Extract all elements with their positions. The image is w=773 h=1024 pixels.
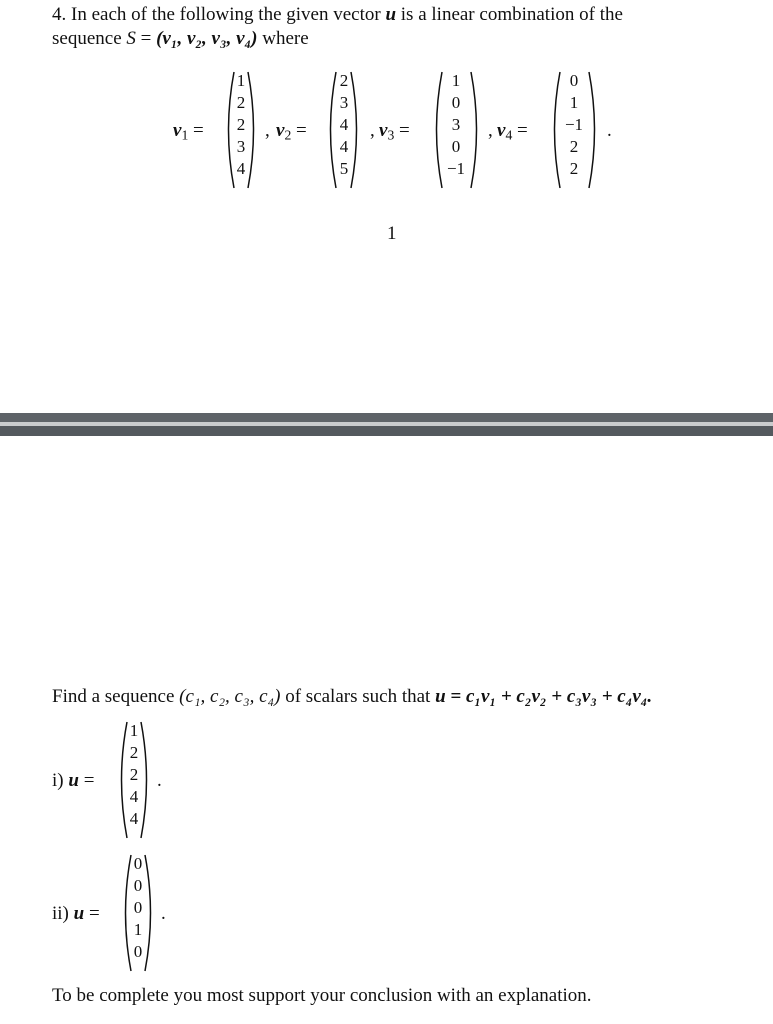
equals-sign: = (140, 28, 152, 49)
vector-entry: 1 (133, 920, 143, 939)
separator-period: . (607, 120, 612, 141)
page-number: 1 (387, 223, 397, 244)
right-paren-icon (143, 853, 157, 973)
vector-u-symbol: u (385, 4, 397, 25)
vector-v4-entries (559, 70, 589, 180)
sequence-symbol: S (126, 28, 136, 49)
vector-entry: 0 (133, 854, 143, 873)
vector-entry: 4 (129, 787, 139, 806)
task-equation: u = c₁v₁ + c₂v₂ + c₃v₃ + c₄v₄. (435, 686, 653, 707)
part-i-period: . (157, 770, 162, 791)
separator-comma: , (370, 120, 375, 141)
problem-intro-text: In each of the following the given vector (71, 4, 381, 25)
vector-entry: 5 (339, 159, 349, 178)
vector-v4-label: $v_4$ = (497, 120, 528, 143)
where-word: where (262, 28, 309, 49)
vector-entry: 0 (569, 71, 579, 90)
vector-v3-entries (441, 70, 471, 180)
vector-entry: −1 (564, 115, 584, 134)
vector-entry: 4 (339, 137, 349, 156)
vector-entry: 3 (451, 115, 461, 134)
vector-entry: 0 (451, 93, 461, 112)
vector-entry: 1 (451, 71, 461, 90)
separator-comma: , (265, 120, 270, 141)
page-divider-dark-lower (0, 426, 773, 436)
vector-entry: −1 (446, 159, 466, 178)
vector-entry: 1 (236, 71, 246, 90)
right-paren-icon (139, 720, 153, 840)
right-paren-icon (246, 70, 260, 190)
vector-v1-label: $v_1$ = (173, 120, 204, 143)
problem-statement-line1 (52, 4, 623, 26)
task-text-mid: of scalars such that (285, 686, 431, 707)
vector-entry: 0 (133, 942, 143, 961)
problem-statement-line2 (52, 28, 309, 50)
right-paren-icon (587, 70, 601, 190)
sequence-tuple: (v₁, v₂, v₃, v₄) (156, 28, 258, 49)
problem-intro-text-end: is a linear combination of the (400, 4, 623, 25)
vector-entry: 4 (129, 809, 139, 828)
vector-entry: 4 (236, 159, 246, 178)
vector-v2-label: $v_2$ = (276, 120, 307, 143)
problem-number: 4. (52, 4, 67, 25)
vector-entry: 2 (236, 115, 246, 134)
vector-entry: 4 (339, 115, 349, 134)
sequence-word: sequence (52, 28, 122, 49)
vector-entry: 1 (569, 93, 579, 112)
vector-entry: 2 (236, 93, 246, 112)
part-i-label: i) u = (52, 770, 95, 791)
vector-v3-label: $v_3$ = (379, 120, 410, 143)
page-divider-dark (0, 413, 773, 422)
separator-comma: , (488, 120, 493, 141)
vector-entry: 2 (569, 137, 579, 156)
vector-entry: 0 (133, 876, 143, 895)
vector-entry: 2 (569, 159, 579, 178)
vector-entry: 0 (133, 898, 143, 917)
vector-entry: 1 (129, 721, 139, 740)
scalar-tuple: (c₁, c₂, c₃, c₄) (179, 686, 281, 707)
vector-entry: 2 (129, 743, 139, 762)
vector-entry: 3 (236, 137, 246, 156)
task-text-start: Find a sequence (52, 686, 175, 707)
right-paren-icon (469, 70, 483, 190)
footer-instruction: To be complete you most support your conclusion with an explanation. (52, 985, 592, 1006)
part-ii-period: . (161, 903, 166, 924)
vector-entry: 0 (451, 137, 461, 156)
task-statement (52, 686, 652, 708)
right-paren-icon (349, 70, 363, 190)
vector-entry: 2 (339, 71, 349, 90)
vector-entry: 2 (129, 765, 139, 784)
part-ii-label: ii) u = (52, 903, 100, 924)
vector-entry: 3 (339, 93, 349, 112)
